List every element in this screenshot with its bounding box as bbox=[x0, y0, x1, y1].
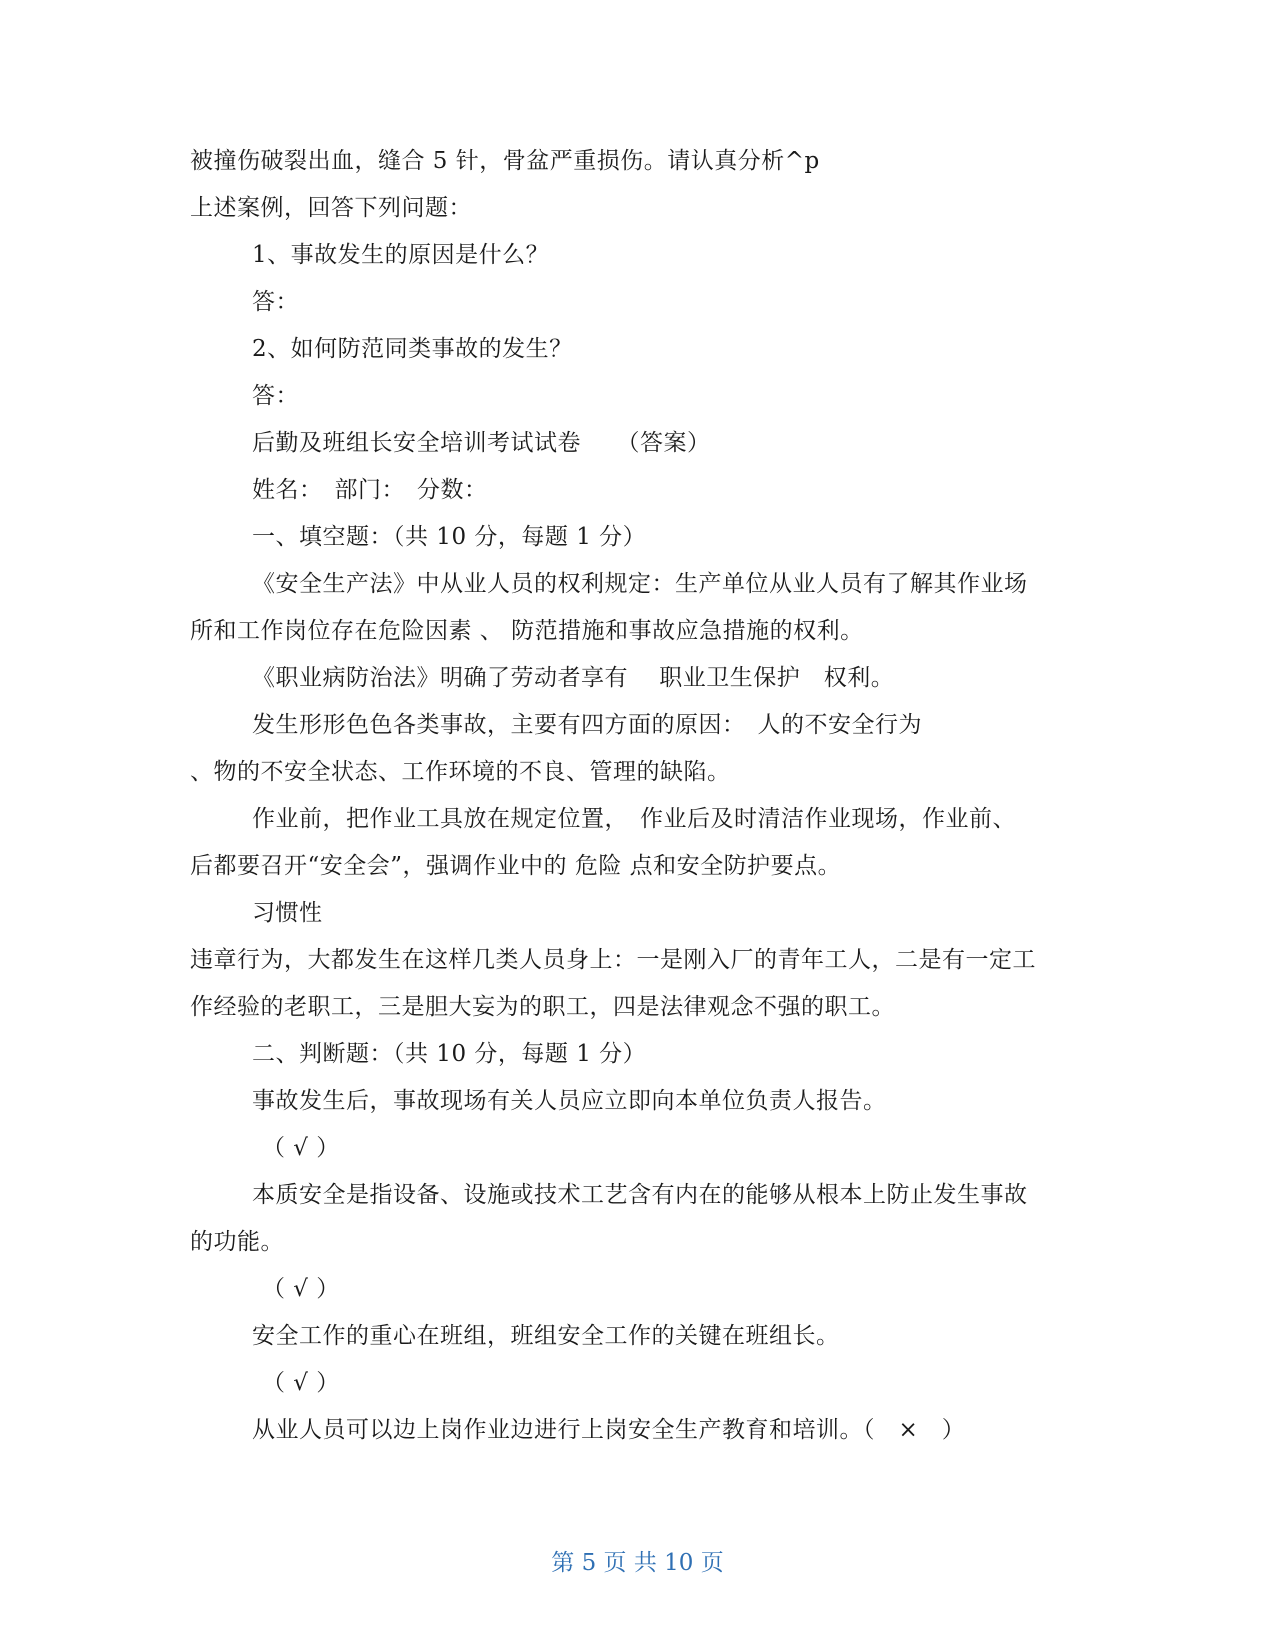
text-line: 本质安全是指设备、设施或技术工艺含有内在的能够从根本上防止发生事故 bbox=[252, 1182, 1028, 1208]
text-line: 、物的不安全状态、工作环境的不良、管理的缺陷。 bbox=[190, 759, 731, 785]
text-line: 从业人员可以边上岗作业边进行上岗安全生产教育和培训。（ × ） bbox=[252, 1417, 966, 1443]
question-2: 2、如何防范同类事故的发生？ bbox=[252, 336, 573, 362]
text-line: 《职业病防治法》明确了劳动者享有 职业卫生保护 权利。 bbox=[252, 665, 895, 691]
question-1: 1、事故发生的原因是什么？ bbox=[252, 242, 550, 268]
judgement-mark: （ √ ） bbox=[262, 1276, 340, 1302]
answer-label: 答： bbox=[252, 289, 299, 315]
text-line: 事故发生后，事故现场有关人员应立即向本单位负责人报告。 bbox=[252, 1088, 887, 1114]
judgement-mark: （ √ ） bbox=[262, 1370, 340, 1396]
page-number-footer: 第 5 页 共 10 页 bbox=[551, 1550, 724, 1576]
text-line: 安全工作的重心在班组，班组安全工作的关键在班组长。 bbox=[252, 1323, 840, 1349]
text-line: 习惯性 bbox=[252, 900, 323, 926]
text-line: 《安全生产法》中从业人员的权利规定：生产单位从业人员有了解其作业场 bbox=[252, 571, 1028, 597]
answer-label: 答： bbox=[252, 383, 299, 409]
section-heading-fill-blank: 一、填空题：（共 10 分，每题 1 分） bbox=[252, 524, 647, 550]
exam-title: 后勤及班组长安全培训考试试卷 （答案） bbox=[252, 430, 711, 456]
judgement-mark: （ √ ） bbox=[262, 1135, 340, 1161]
text-line: 被撞伤破裂出血，缝合 5 针，骨盆严重损伤。请认真分析^p bbox=[190, 148, 820, 174]
text-line: 发生形形色色各类事故，主要有四方面的原因： 人的不安全行为 bbox=[252, 712, 922, 738]
text-line: 作业前，把作业工具放在规定位置， 作业后及时清洁作业现场，作业前、 bbox=[252, 806, 1016, 832]
text-line: 后都要召开“安全会”，强调作业中的 危险 点和安全防护要点。 bbox=[190, 853, 842, 879]
text-line: 上述案例，回答下列问题： bbox=[190, 195, 472, 221]
name-dept-score: 姓名： 部门： 分数： bbox=[252, 477, 488, 503]
text-line: 违章行为，大都发生在这样几类人员身上：一是刚入厂的青年工人，二是有一定工 bbox=[190, 947, 1036, 973]
text-line: 所和工作岗位存在危险因素 、 防范措施和事故应急措施的权利。 bbox=[190, 618, 864, 644]
text-line: 的功能。 bbox=[190, 1229, 284, 1255]
text-line: 作经验的老职工，三是胆大妄为的职工，四是法律观念不强的职工。 bbox=[190, 994, 895, 1020]
section-heading-true-false: 二、判断题：（共 10 分，每题 1 分） bbox=[252, 1041, 647, 1067]
